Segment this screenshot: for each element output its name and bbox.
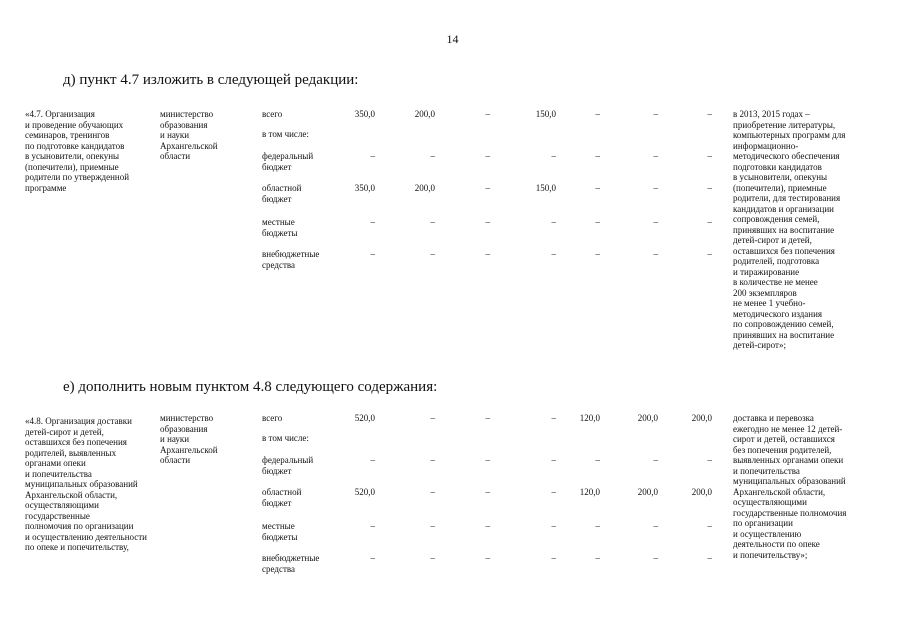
budget-value-cell: – [707, 109, 712, 119]
budget-value-cell: – [653, 217, 658, 227]
budget-value-cell: – [551, 455, 556, 465]
budget-value-cell: – [707, 217, 712, 227]
budget-value-cell: 200,0 [637, 487, 658, 497]
budget-value-cell: – [707, 151, 712, 161]
budget-row-label: в том числе: [262, 433, 309, 443]
budget-value-cell: – [430, 249, 435, 259]
budget-value-cell: – [707, 183, 712, 193]
budget-value-cell: – [485, 521, 490, 531]
budget-value-cell: – [551, 217, 556, 227]
budget-row-label: областной бюджет [262, 487, 302, 508]
budget-row-label: всего [262, 109, 283, 119]
activity-text: «4.7. Организация и проведение обучающих семинаров, тренингов по подготовке кандидатов в усыновители, опекуны (попечители), приемные родители по утвержденной программе [25, 109, 130, 193]
budget-value-cell: – [430, 151, 435, 161]
budget-value-cell: 200,0 [414, 109, 435, 119]
budget-value-cell: – [485, 553, 490, 563]
budget-value-cell: 150,0 [535, 183, 556, 193]
budget-value-cell: – [653, 553, 658, 563]
section-e-heading: е) дополнить новым пунктом 4.8 следующего содержания: [63, 379, 438, 395]
budget-value-cell: – [485, 151, 490, 161]
budget-value-cell: – [430, 217, 435, 227]
budget-row-label: федеральный бюджет [262, 151, 314, 172]
budget-value-cell: – [485, 455, 490, 465]
budget-value-cell: – [551, 521, 556, 531]
page-number: 14 [446, 32, 459, 46]
budget-value-cell: – [551, 151, 556, 161]
budget-value-cell: – [370, 553, 375, 563]
budget-row-label: в том числе: [262, 129, 309, 139]
budget-value-cell: – [551, 553, 556, 563]
budget-value-cell: – [551, 413, 556, 423]
budget-value-cell: – [595, 521, 600, 531]
budget-row-label: федеральный бюджет [262, 455, 314, 476]
budget-value-cell: – [653, 521, 658, 531]
budget-value-cell: – [430, 487, 435, 497]
budget-value-cell: – [430, 521, 435, 531]
budget-value-cell: – [370, 217, 375, 227]
budget-value-cell: – [430, 455, 435, 465]
budget-value-cell: 350,0 [354, 109, 375, 119]
budget-value-cell: – [595, 455, 600, 465]
budget-value-cell: – [485, 109, 490, 119]
budget-value-cell: – [595, 109, 600, 119]
budget-row-label: внебюджетные средства [262, 553, 320, 574]
budget-row-label: всего [262, 413, 283, 423]
budget-value-cell: – [485, 183, 490, 193]
budget-value-cell: – [595, 151, 600, 161]
budget-value-cell: – [485, 249, 490, 259]
budget-value-cell: 200,0 [637, 413, 658, 423]
budget-value-cell: 120,0 [579, 413, 600, 423]
budget-value-cell: 520,0 [354, 487, 375, 497]
budget-value-cell: – [485, 413, 490, 423]
budget-value-cell: – [653, 151, 658, 161]
budget-value-cell: – [707, 455, 712, 465]
budget-value-cell: – [485, 487, 490, 497]
budget-value-cell: – [595, 217, 600, 227]
budget-value-cell: 200,0 [691, 487, 712, 497]
section-d-heading: д) пункт 4.7 изложить в следующей редакции: [63, 72, 359, 88]
budget-value-cell: – [370, 151, 375, 161]
budget-value-cell: 200,0 [414, 183, 435, 193]
budget-value-cell: 350,0 [354, 183, 375, 193]
budget-row-label: областной бюджет [262, 183, 302, 204]
budget-value-cell: – [653, 183, 658, 193]
budget-value-cell: 120,0 [579, 487, 600, 497]
executor-text: министерство образования и науки Архангельской области [160, 109, 218, 161]
budget-value-cell: – [653, 249, 658, 259]
budget-row-label: местные бюджеты [262, 521, 298, 542]
result-text: в 2013, 2015 годах – приобретение литературы, компьютерных программ для информационно- методического обеспечения подготовки кандидатов в усыновители, опекуны (попечители), приемные родители, для тестирования кандидатов и организации сопровождения семей, принявших на воспитание детей-сирот и детей, оставшихся без попечения родителей, подготовка и тиражирование в количестве не менее 200 экземпляров не менее 1 учебно- методического издания по сопровождению семей, принявших на воспитание детей-сирот»; [733, 109, 846, 350]
budget-row-label: внебюджетные средства [262, 249, 320, 270]
budget-value-cell: – [370, 249, 375, 259]
budget-value-cell: 150,0 [535, 109, 556, 119]
budget-value-cell: – [707, 553, 712, 563]
budget-value-cell: – [707, 249, 712, 259]
budget-value-cell: – [653, 455, 658, 465]
budget-value-cell: – [430, 553, 435, 563]
budget-value-cell: – [707, 521, 712, 531]
budget-value-cell: – [653, 109, 658, 119]
budget-value-cell: – [595, 249, 600, 259]
budget-value-cell: – [370, 455, 375, 465]
budget-value-cell: 520,0 [354, 413, 375, 423]
budget-value-cell: 200,0 [691, 413, 712, 423]
executor-text: министерство образования и науки Архангельской области [160, 413, 218, 465]
budget-value-cell: – [595, 553, 600, 563]
budget-value-cell: – [551, 487, 556, 497]
budget-row-label: местные бюджеты [262, 217, 298, 238]
budget-value-cell: – [485, 217, 490, 227]
budget-value-cell: – [551, 249, 556, 259]
budget-value-cell: – [370, 521, 375, 531]
activity-text: «4.8. Организация доставки детей-сирот и детей, оставшихся без попечения родителей, выявленных органами опеки и попечительства муниципальных образований Архангельской области, осуществляющими государственные полномочия по организации и осуществлению деятельности по опеке и попечительству, [25, 416, 147, 552]
budget-value-cell: – [595, 183, 600, 193]
result-text: доставка и перевозка ежегодно не менее 12 детей- сирот и детей, оставшихся без попечения родителей, выявленных органами опеки и попечительства муниципальных образований Архангельской области, осуществляющими государственные полномочия по организации и осуществлению деятельности по опеке и попечительству»; [733, 413, 847, 560]
budget-value-cell: – [430, 413, 435, 423]
